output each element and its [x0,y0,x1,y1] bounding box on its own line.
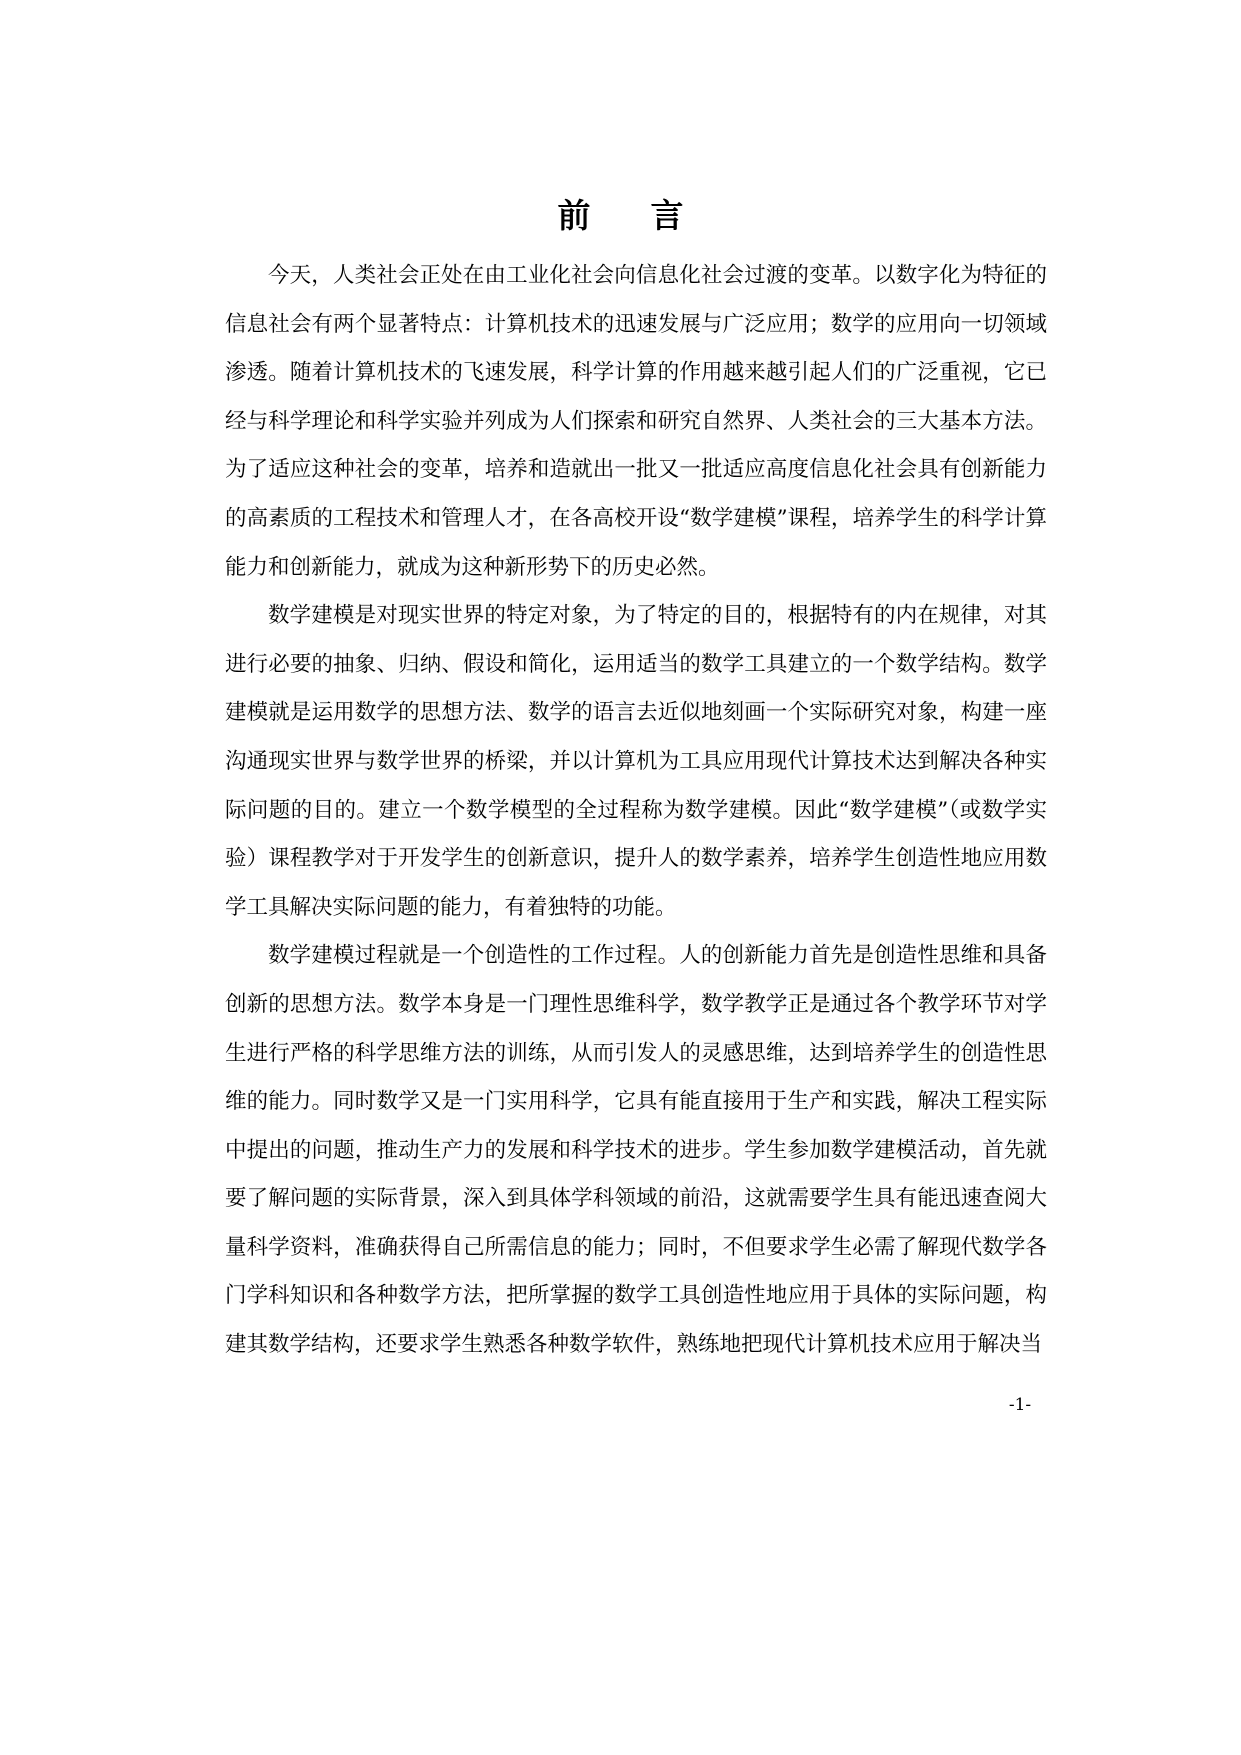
page-number: -1- [1008,1395,1032,1415]
paragraph-3: 数学建模过程就是一个创造性的工作过程。人的创新能力首先是创造性思维和具备创新的思想方法。数学本身是一门理性思维科学，数学教学正是通过各个教学环节对学生进行严格的科学思维方法的训练，从而引发人的灵感思维，达到培养学生的创造性思维的能力。同时数学又是一门实用科学，它具有能直接用于生产和实践，解决工程实际中提出的问题，推动生产力的发展和科学技术的进步。学生参加数学建模活动，首先就要了解问题的实际背景，深入到具体学科领域的前沿，这就需要学生具有能迅速查阅大量科学资料，准确获得自己所需信息的能力；同时，不但要求学生必需了解现代数学各门学科知识和各种数学方法，把所掌握的数学工具创造性地应用于具体的实际问题，构建其数学结构，还要求学生熟悉各种数学软件，熟练地把现代计算机技术应用于解决当 [225,943,1047,1358]
paragraph-2: 数学建模是对现实世界的特定对象，为了特定的目的，根据特有的内在规律，对其进行必要的抽象、归纳、假设和简化，运用适当的数学工具建立的一个数学结构。数学建模就是运用数学的思想方法、数学的语言去近似地刻画一个实际研究对象，构建一座沟通现实世界与数学世界的桥梁，并以计算机为工具应用现代计算技术达到解决各种实际问题的目的。建立一个数学模型的全过程称为数学建模。因此“数学建模”（或数学实验）课程教学对于开发学生的创新意识，提升人的数学素养，培养学生创造性地应用数学工具解决实际问题的能力，有着独特的功能。 [225,603,1047,920]
paragraph-1: 今天，人类社会正处在由工业化社会向信息化社会过渡的变革。以数字化为特征的信息社会有两个显著特点：计算机技术的迅速发展与广泛应用；数学的应用向一切领域渗透。随着计算机技术的飞速发展，科学计算的作用越来越引起人们的广泛重视，它已经与科学理论和科学实验并列成为人们探索和研究自然界、人类社会的三大基本方法。为了适应这种社会的变革，培养和造就出一批又一批适应高度信息化社会具有创新能力的高素质的工程技术和管理人才，在各高校开设“数学建模”课程，培养学生的科学计算能力和创新能力，就成为这种新形势下的历史必然。 [225,263,1047,580]
page-title [0,191,1241,241]
preface-body [225,252,1047,1370]
title-char-1: 前 [557,196,591,235]
title-char-2: 言 [650,196,684,235]
